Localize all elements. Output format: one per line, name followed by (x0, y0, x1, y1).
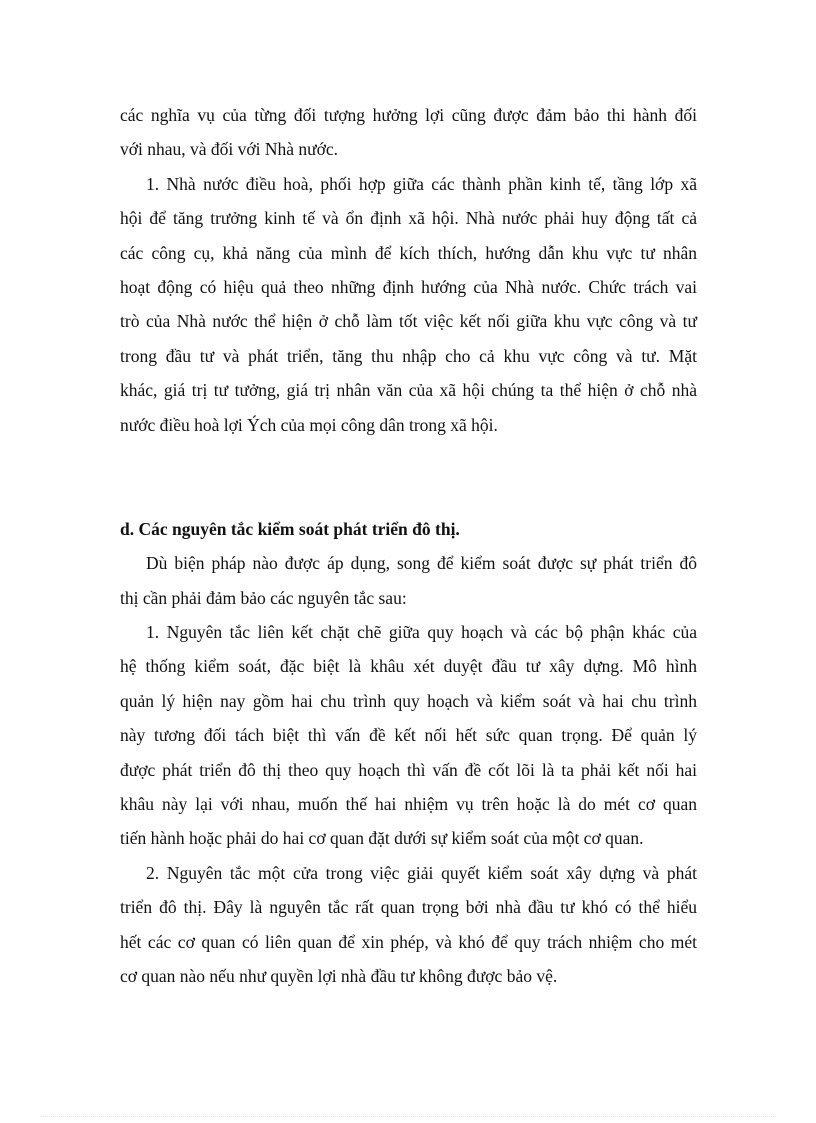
text-line: nước điều hoà lợi Ých của mọi công dân trong xã hội. (120, 414, 498, 435)
text-line: hết các cơ quan có liên quan để xin phép, và khó để quy trách nhiệm cho mét (120, 931, 697, 952)
principle-2 (120, 856, 697, 994)
text-line: 1. Nguyên tắc liên kết chặt chẽ giữa quy hoạch và các bộ phận khác của (146, 622, 697, 643)
text-line: hội để tăng trưởng kinh tế và ổn định xã hội. Nhà nước phải huy động tất cả (120, 208, 697, 229)
text-line: với nhau, và đối với Nhà nước. (120, 139, 339, 160)
text-line: được phát triển đô thị theo quy hoạch thì vấn đề cốt lõi là ta phải kết nối hai (120, 759, 697, 780)
text-line: quản lý hiện nay gồm hai chu trình quy hoạch và kiểm soát và hai chu trình (120, 690, 697, 711)
text-line: trong đầu tư và phát triển, tăng thu nhập cho cả khu vực công và tư. Mặt (120, 345, 697, 366)
text-line: trò của Nhà nước thể hiện ở chỗ làm tốt việc kết nối giữa khu vực công và tư (120, 311, 697, 332)
text-line: cơ quan nào nếu như quyền lợi nhà đầu tư không được bảo vệ. (120, 965, 558, 986)
text-line: các công cụ, khả năng của mình để kích thích, hướng dẫn khu vực tư nhân (120, 242, 697, 263)
paragraph-continuation (120, 98, 697, 167)
section-heading: d. Các nguyên tắc kiểm soát phát triển đô thị. (120, 518, 460, 539)
text-line: các nghĩa vụ của từng đối tượng hưởng lợi cũng được đảm bảo thi hành đối (120, 105, 697, 125)
section-intro (120, 546, 697, 615)
text-line: thị cần phải đảm bảo các nguyên tắc sau: (120, 587, 407, 608)
text-line: hoạt động có hiệu quả theo những định hướng của Nhà nước. Chức trách vai (120, 276, 697, 297)
text-line: triển đô thị. Đây là nguyên tắc rất quan trọng bởi nhà đầu tư khó có thể hiểu (120, 897, 697, 918)
paragraph-item-1 (120, 167, 697, 442)
section-gap (120, 442, 697, 512)
text-line: này tương đối tách biệt thì vấn đề kết nối hết sức quan trọng. Để quản lý (120, 725, 697, 746)
text-line: tiến hành hoặc phải do hai cơ quan đặt dưới sự kiểm soát của một cơ quan. (120, 828, 644, 849)
principle-1 (120, 615, 697, 856)
text-line: Dù biện pháp nào được áp dụng, song để kiểm soát được sự phát triển đô (146, 553, 697, 574)
text-line: khâu này lại với nhau, muốn thế hai nhiệm vụ trên hoặc là do mét cơ quan (120, 794, 697, 815)
text-line: khác, giá trị tư tưởng, giá trị nhân văn của xã hội chúng ta thể hiện ở chỗ nhà (120, 380, 697, 401)
page-bottom-divider (40, 1116, 776, 1117)
document-page (120, 98, 697, 993)
text-line: 1. Nhà nước điều hoà, phối hợp giữa các thành phần kinh tế, tầng lớp xã (146, 173, 697, 194)
text-line: 2. Nguyên tắc một cửa trong việc giải quyết kiểm soát xây dựng và phát (146, 862, 697, 883)
text-line: hệ thống kiểm soát, đặc biệt là khâu xét duyệt đầu tư xây dựng. Mô hình (120, 656, 697, 677)
